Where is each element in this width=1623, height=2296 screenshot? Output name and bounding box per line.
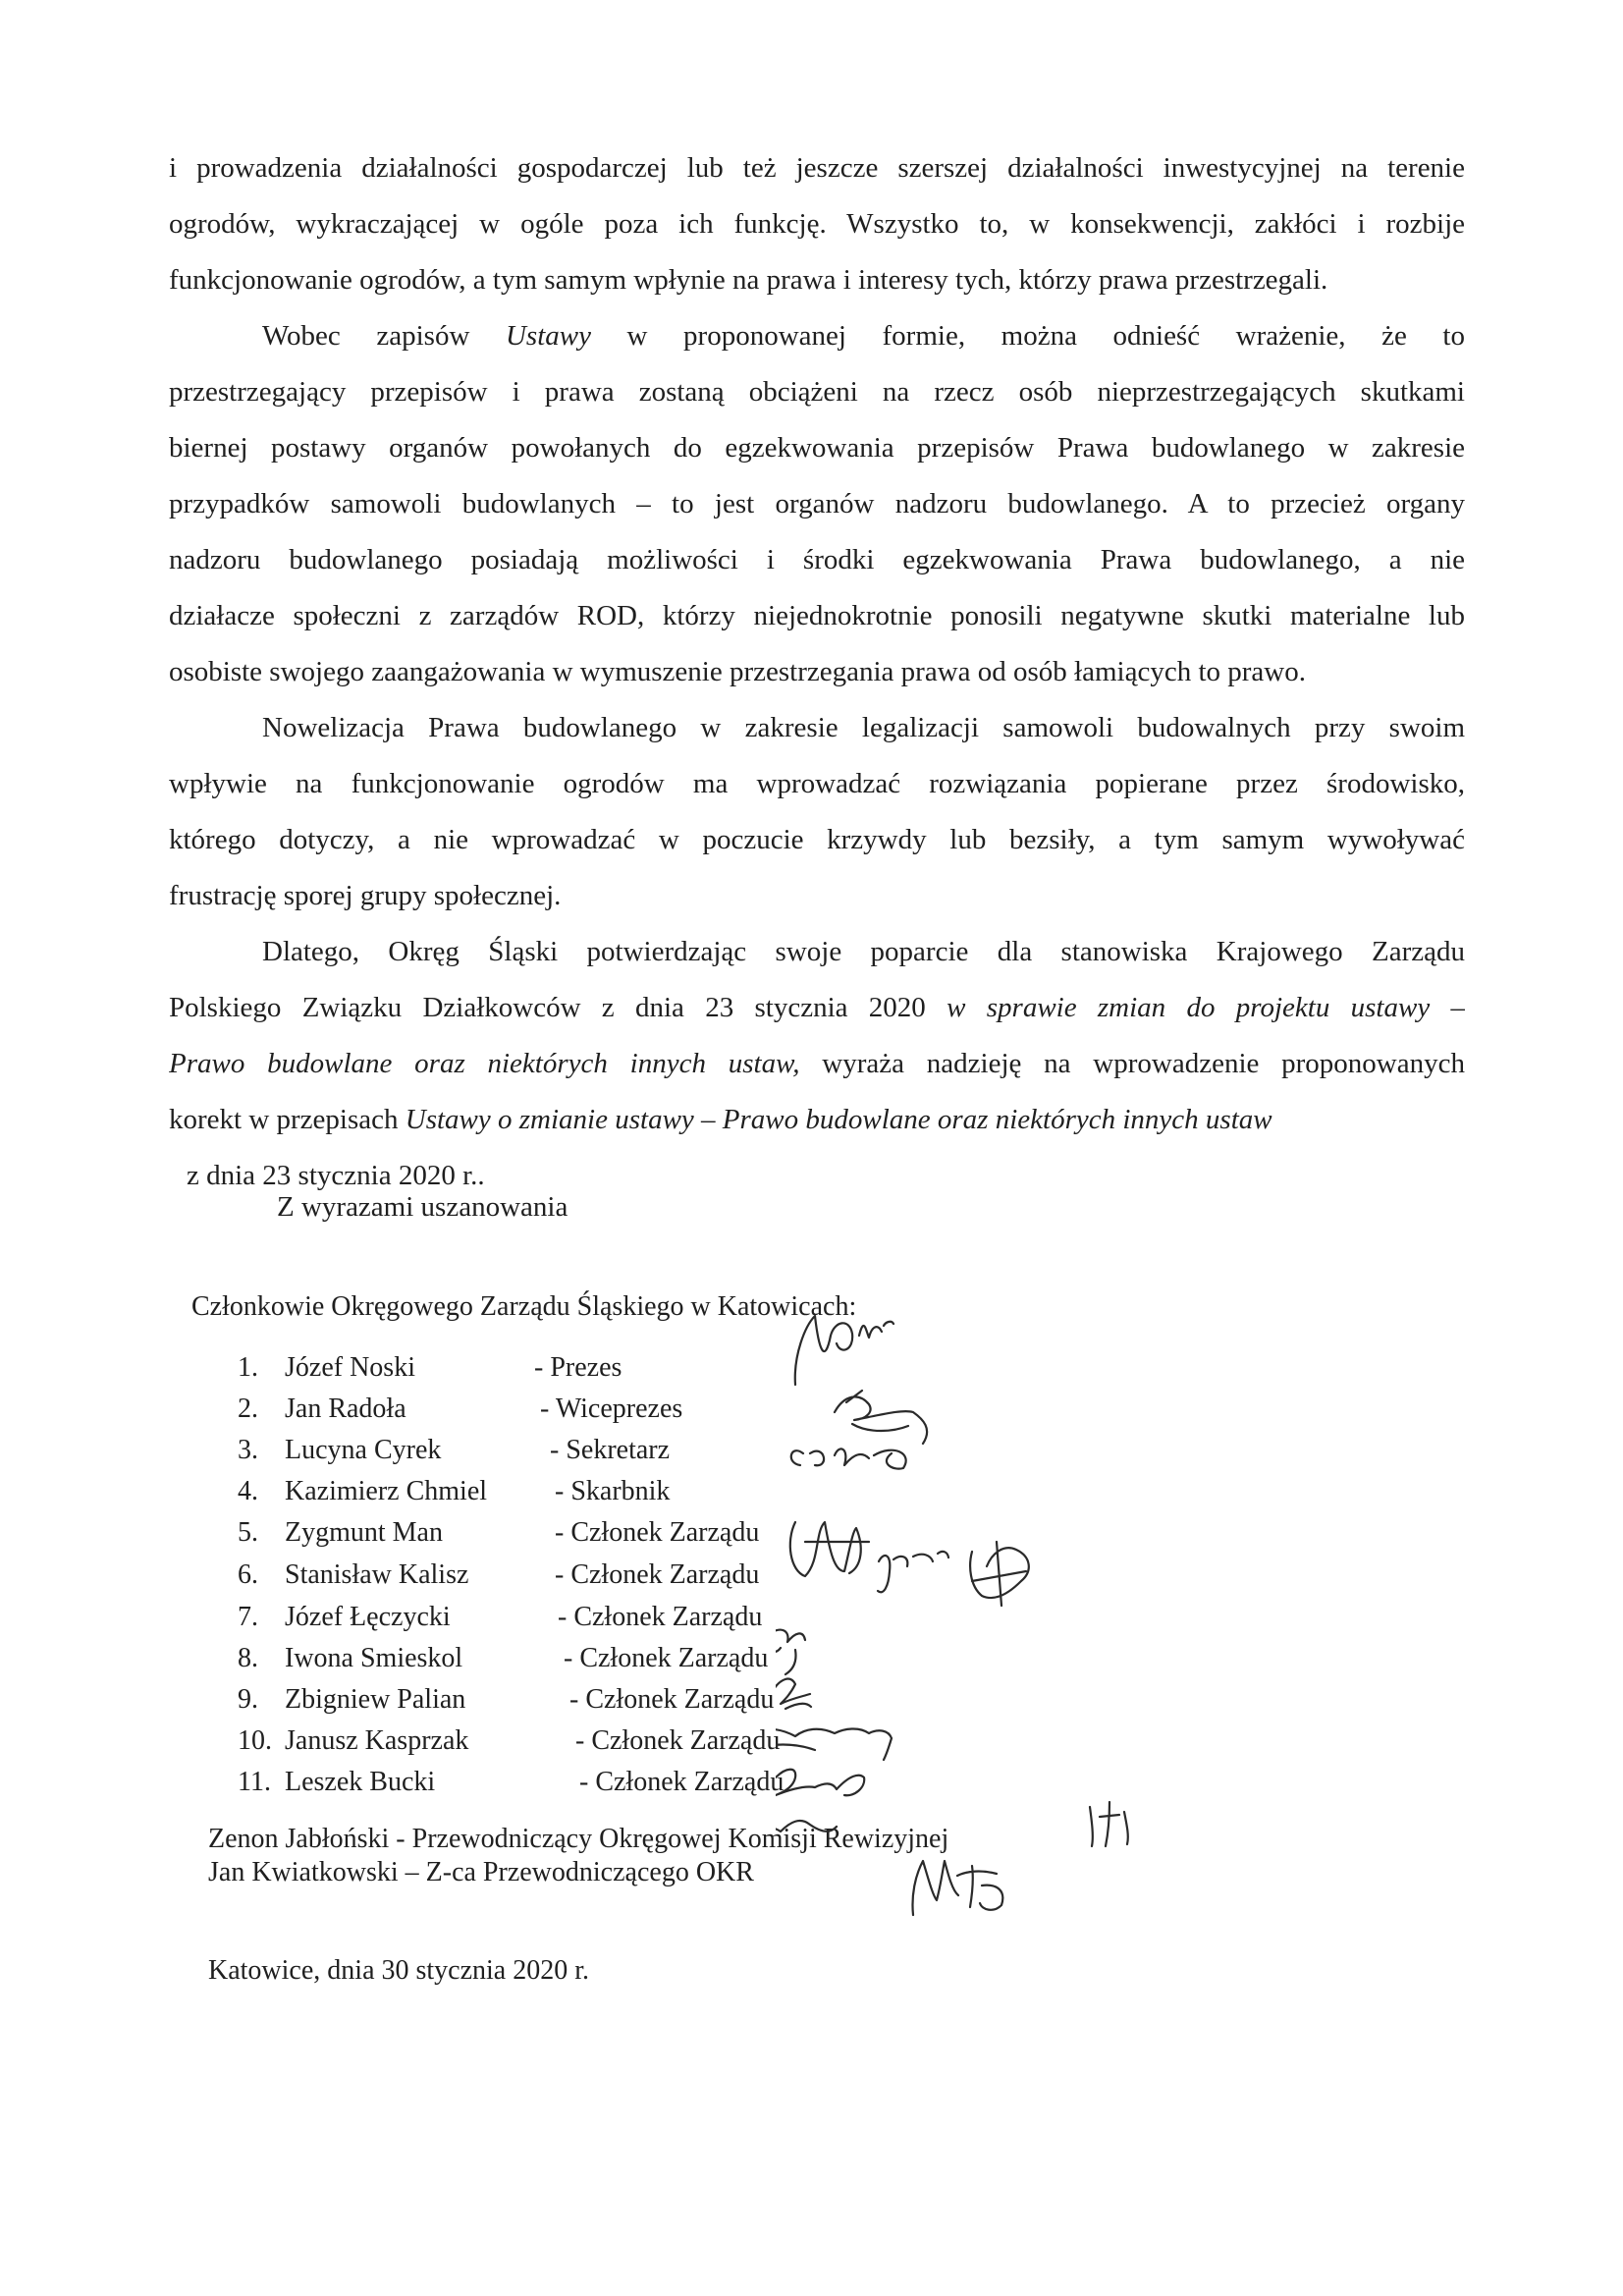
- paragraph-line: ogrodów, wykraczającej w ogóle poza ich funkcję. Wszystko to, w konsekwencji, zakłóci i rozbije: [169, 208, 1465, 240]
- signature-2: [835, 1391, 927, 1444]
- paragraph-line: Wobec zapisów Ustawy w proponowanej formie, można odnieść wrażenie, że to: [262, 320, 1465, 352]
- signature-audit-chair: [1080, 1797, 1159, 1856]
- paragraph-line: nadzoru budowlanego posiadają możliwości i środki egzekwowania Prawa budowlanego, a nie: [169, 544, 1465, 575]
- signature-3: [791, 1449, 906, 1468]
- paragraph-line: przypadków samowoli budowlanych – to jest organów nadzoru budowlanego. A to przecież organy: [169, 488, 1465, 519]
- paragraph-line: z dnia 23 stycznia 2020 r..: [187, 1160, 485, 1191]
- paragraph-line: funkcjonowanie ogrodów, a tym samym wpłynie na prawa i interesy tych, którzy prawa przestrzegali.: [169, 264, 1328, 296]
- signature-1: [795, 1316, 893, 1385]
- paragraph-line: działacze społeczni z zarządów ROD, którzy niejednokrotnie ponosili negatywne skutki materialne lub: [169, 600, 1465, 631]
- board-heading: Członkowie Okręgowego Zarządu Śląskiego w Katowicach:: [191, 1291, 857, 1322]
- paragraph-line: korekt w przepisach Ustawy o zmianie ustawy – Prawo budowlane oraz niektórych innych ustaw: [169, 1104, 1272, 1135]
- paragraph-3: [169, 700, 1465, 924]
- paragraph-line: frustrację sporej grupy społecznej.: [169, 880, 562, 911]
- paragraph-line: i prowadzenia działalności gospodarczej lub też jeszcze szerszej działalności inwestycyjnej na terenie: [169, 152, 1465, 184]
- paragraph-line: biernej postawy organów powołanych do egzekwowania przepisów Prawa budowlanego w zakresie: [169, 432, 1465, 464]
- signature-10: [776, 1728, 892, 1760]
- document-page: i prowadzenia działalności gospodarczej lub też jeszcze szerszej działalności inwestycyjnej na terenie ogrodów, wykraczającej w ogóle poza ich funkcję. Wszystko to, w konsekwencji, zakłóci i rozbije funkcjonowanie ogrodów, a tym samym wpłynie na prawa i interesy tych, którzy prawa przestrzegali. Wobec zapisów Ustawy w proponowanej formie, można odnieść wrażenie, że to przestrzegający przepisów i prawa zostaną obciążeni na rzecz osób nieprzestrzegających skutkami biernej postawy organów powołanych do egzekwowania przepisów Prawa budowlanego w zakresie przypadków samowoli budowlanych – to jest organów nadzoru budowlanego. A to przecież organy nadzoru budowlanego posiadają możliwości i środki egzekwowania Prawa budowlanego, a nie działacze społeczni z zarządów ROD, którzy niejednokrotnie ponosili negatywne skutki materialne lub osobiste swojego zaangażowania w wymuszenie przestrzegania prawa od osób łamiących to prawo. Nowelizacja Prawa budowlanego w zakresie legalizacji samowoli budowalnych przy swoim wpływie na funkcjonowanie ogrodów ma wprowadzać rozwiązania popierane przez środowisko, którego dotyczy, a nie wprowadzać w poczucie krzywdy lub bezsiły, a tym samym wywoływać frustrację sporej grupy społecznej. Dlatego, Okręg Śląski potwierdzając swoje poparcie dla stanowiska Krajowego Zarządu Polskiego Związku Działkowców z dnia 23 stycznia 2020 w sprawie zmian do projektu ustawy – Prawo budowlane oraz niektórych innych ustaw, wyraża nadzieję na wprowadzenie proponowanych korekt w przepisach Ustawy o zmianie ustawy – Prawo budowlane oraz niektórych innych ustaw z dnia 23 stycznia 2020 r.. Z wyrazami uszanowania Członkowie Okręgowego Zarządu Śląskiego w Katowicach: 1. Józef Noski - Prezes 2. Jan Radoła - Wiceprezes 3. Lucyna Cyrek - Sekretarz 4. Kazimierz Chmiel - Skarbnik 5. Zygmunt Man - Członek Zarządu 6. Stanisław Kalisz - Członek Zarządu 7. Józef Łęczycki - Członek Zarządu 8. Iwona Smieskol - Członek Zarządu 9. Zbigniew Palian - Członek Zarządu 10. Janusz Kasprzak - Członek Zarządu 11. Leszek Bucki - Członek Zarządu Zenon Jabłoński - Przewodniczący Okręgowej Komisji Rewizyjnej Jan Kwiatkowski – Z-ca Przewodniczącego OKR Katowice, dnia 30 stycznia 2020 r.: [0, 0, 1623, 2296]
- audit-chair-line: Zenon Jabłoński - Przewodniczący Okręgowej Komisji Rewizyjnej: [208, 1824, 949, 1854]
- closing-salutation: Z wyrazami uszanowania: [277, 1191, 568, 1223]
- paragraph-1: [169, 140, 1465, 308]
- paragraph-line: Dlatego, Okręg Śląski potwierdzając swoje poparcie dla stanowiska Krajowego Zarządu: [262, 936, 1465, 967]
- signature-9: [776, 1679, 811, 1709]
- paragraph-line: którego dotyczy, a nie wprowadzać w poczucie krzywdy lub bezsiły, a tym samym wywoływać: [169, 824, 1465, 855]
- signature-8: [776, 1630, 805, 1674]
- paragraph-4: [169, 924, 1465, 1204]
- signature-5: [790, 1522, 869, 1576]
- signature-6: [878, 1552, 948, 1592]
- signature-audit-vice: [903, 1846, 1021, 1925]
- paragraph-2: [169, 308, 1465, 700]
- paragraph-line: Prawo budowlane oraz niektórych innych ustaw, wyraża nadzieję na wprowadzenie proponowanych: [169, 1048, 1465, 1079]
- paragraph-line: osobiste swojego zaangażowania w wymuszenie przestrzegania prawa od osób łamiących to prawo.: [169, 656, 1306, 687]
- signature-7: [970, 1542, 1029, 1606]
- signature-11: [776, 1770, 864, 1796]
- paragraph-line: wpływie na funkcjonowanie ogrodów ma wprowadzać rozwiązania popierane przez środowisko,: [169, 768, 1465, 799]
- signature-12: [776, 1807, 837, 1846]
- handwritten-signatures: [776, 1296, 1090, 1846]
- place-date: Katowice, dnia 30 stycznia 2020 r.: [208, 1955, 590, 1986]
- paragraph-line: Polskiego Związku Działkowców z dnia 23 stycznia 2020 w sprawie zmian do projektu ustawy –: [169, 992, 1465, 1023]
- audit-vice-line: Jan Kwiatkowski – Z-ca Przewodniczącego OKR: [208, 1857, 754, 1887]
- paragraph-line: Nowelizacja Prawa budowlanego w zakresie legalizacji samowoli budowalnych przy swoim: [262, 712, 1465, 743]
- paragraph-line: przestrzegający przepisów i prawa zostaną obciążeni na rzecz osób nieprzestrzegających skutkami: [169, 376, 1465, 408]
